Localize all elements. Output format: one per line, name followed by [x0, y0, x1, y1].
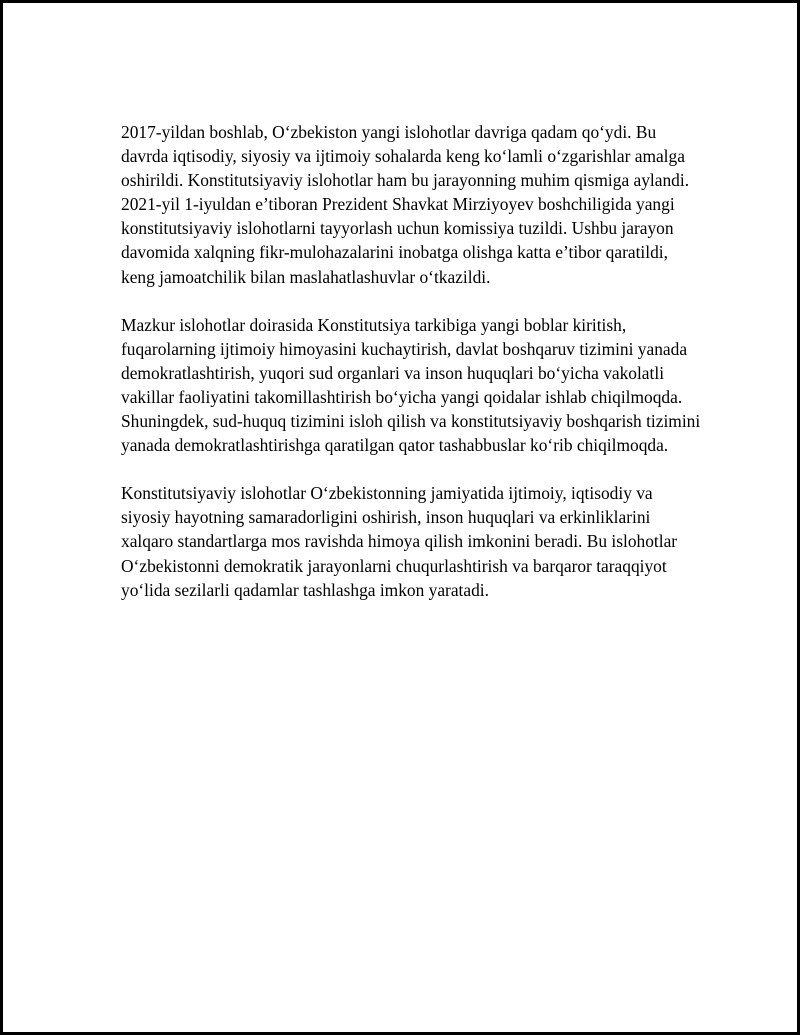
paragraph-3: Konstitutsiyaviy islohotlar O‘zbekistonning jamiyatida ijtimoiy, iqtisodiy va siyosiy hayotning samaradorligini oshirish, inson huquqlari va erkinliklarini xalqaro standartlarga mos ravishda himoya qilish imkonini beradi. Bu islohotlar O‘zbekistonni demokratik jarayonlarni chuqurlashtirish va barqaror taraqqiyot yo‘lida sezilarli qadamlar tashlashga imkon yaratadi.: [121, 483, 678, 600]
paragraph-1: 2017-yildan boshlab, O‘zbekiston yangi islohotlar davriga qadam qo‘ydi. Bu davrda iqtisodiy, siyosiy va ijtimoiy sohalarda keng ko‘lamli o‘zgarishlar amalga oshirildi. Konstitutsiyaviy islohotlar ham bu jarayonning muhim qismiga aylandi. 2021-yil 1-iyuldan e’tiboran Prezident Shavkat Mirziyoyev boshchiligida yangi konstitutsiyaviy islohotlarni tayyorlash uchun komissiya tuzildi. Ushbu jarayon davomida xalqning fikr-mulohazalarini inobatga olishga katta e’tibor qaratildi, keng jamoatchilik bilan maslahatlashuvlar o‘tkazildi.: [121, 122, 690, 287]
document-body: [121, 120, 701, 626]
paragraph-2: Mazkur islohotlar doirasida Konstitutsiya tarkibiga yangi boblar kiritish, fuqarolarning ijtimoiy himoyasini kuchaytirish, davlat boshqaruv tizimini yanada demokratlashtirish, yuqori sud organlari va inson huquqlari bo‘yicha vakolatli vakillar faoliyatini takomillashtirish bo‘yicha yangi qoidalar ishlab chiqilmoqda. Shuningdek, sud-huquq tizimini isloh qilish va konstitutsiyaviy boshqarish tizimini yanada demokratlashtirishga qaratilgan qator tashabbuslar ko‘rib chiqilmoqda.: [121, 314, 701, 456]
